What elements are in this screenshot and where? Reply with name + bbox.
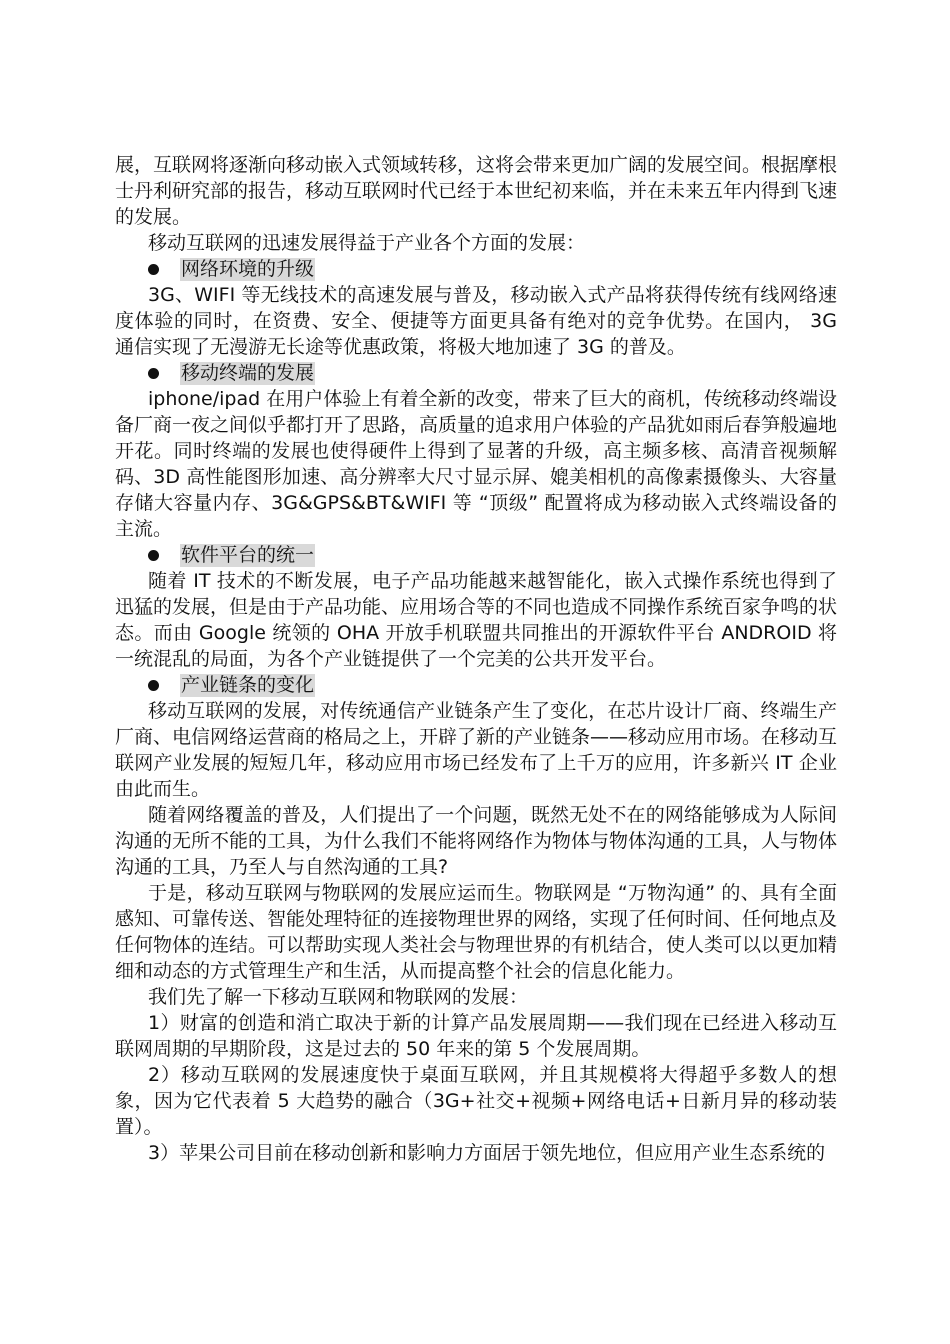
paragraph: iphone/ipad 在用户体验上有着全新的改变，带来了巨大的商机，传统移动终端设备厂商一夜之间似乎都打开了思路，高质量的追求用户体验的产品犹如雨后春笋般遍地开花。同时终端的发展也使得硬件上得到了显著的升级，高主频多核、高清音视频解码、3D 高性能图形加速、高分辨率大尺寸显示屏、媲美相机的高像素摄像头、大容量存储大容量内存、3G&GPS&BT&WIFI 等 “顶级” 配置将成为移动嵌入式终端设备的主流。 — [115, 388, 838, 540]
bullet-heading — [115, 360, 837, 386]
paragraph: 于是，移动互联网与物联网的发展应运而生。物联网是 “万物沟通” 的、具有全面感知、可靠传送、智能处理特征的连接物理世界的网络，实现了任何时间、任何地点及任何物体的连结。可以帮助实现人类社会与物理世界的有机结合，使人类可以以更加精细和动态的方式管理生产和生活，从而提高整个社会的信息化能力。 — [115, 882, 838, 982]
bullet-heading — [115, 542, 837, 568]
paragraph: 我们先了解一下移动互联网和物联网的发展： — [148, 986, 529, 1008]
numbered-paragraph: 1）财富的创造和消亡取决于新的计算产品发展周期——我们现在已经进入移动互联网周期的早期阶段，这是过去的 50 年来的第 5 个发展周期。 — [115, 1012, 837, 1060]
paragraph: 3G、WIFI 等无线技术的高速发展与普及，移动嵌入式产品将获得传统有线网络速度体验的同时，在资费、安全、便捷等方面更具备有绝对的竞争优势。在国内， 3G 通信实现了无漫游无长途等优惠政策，将极大地加速了 3G 的普及。 — [115, 284, 837, 358]
paragraph: 展，互联网将逐渐向移动嵌入式领域转移，这将会带来更加广阔的发展空间。根据摩根士丹利研究部的报告，移动互联网时代已经于本世纪初来临，并在未来五年内得到飞速的发展。 — [115, 154, 838, 228]
bullet-heading — [115, 672, 837, 698]
bullet-heading-text: 网络环境的升级 — [181, 257, 315, 280]
document-body — [115, 152, 837, 1166]
bullet-heading-text: 产业链条的变化 — [181, 673, 315, 696]
numbered-paragraph: 2）移动互联网的发展速度快于桌面互联网，并且其规模将大得超乎多数人的想象，因为它代表着 5 大趋势的融合（3G+社交+视频+网络电话+日新月异的移动装置）。 — [115, 1064, 837, 1138]
paragraph: 随着网络覆盖的普及，人们提出了一个问题，既然无处不在的网络能够成为人际间沟通的无所不能的工具，为什么我们不能将网络作为物体与物体沟通的工具，人与物体沟通的工具，乃至人与自然沟通的工具? — [115, 804, 838, 878]
bullet-icon — [148, 368, 159, 379]
bullet-heading-text: 移动终端的发展 — [181, 361, 315, 384]
paragraph: 随着 IT 技术的不断发展，电子产品功能越来越智能化，嵌入式操作系统也得到了迅猛的发展，但是由于产品功能、应用场合等的不同也造成不同操作系统百家争鸣的状态。而由 Google 统领的 OHA 开放手机联盟共同推出的开源软件平台 ANDROID 将一统混乱的局面，为各个产业链提供了一个完美的公共开发平台。 — [115, 570, 838, 670]
paragraph: 移动互联网的发展，对传统通信产业链条产生了变化，在芯片设计厂商、终端生产厂商、电信网络运营商的格局之上，开辟了新的产业链条——移动应用市场。在移动互联网产业发展的短短几年，移动应用市场已经发布了上千万的应用，许多新兴 IT 企业由此而生。 — [115, 700, 838, 800]
paragraph: 移动互联网的迅速发展得益于产业各个方面的发展： — [148, 232, 586, 254]
bullet-icon — [148, 680, 159, 691]
bullet-icon — [148, 264, 159, 275]
numbered-paragraph: 3）苹果公司目前在移动创新和影响力方面居于领先地位，但应用产业生态系统的 — [148, 1142, 826, 1164]
bullet-heading-text: 软件平台的统一 — [181, 543, 315, 566]
bullet-icon — [148, 550, 159, 561]
bullet-heading — [115, 256, 837, 282]
